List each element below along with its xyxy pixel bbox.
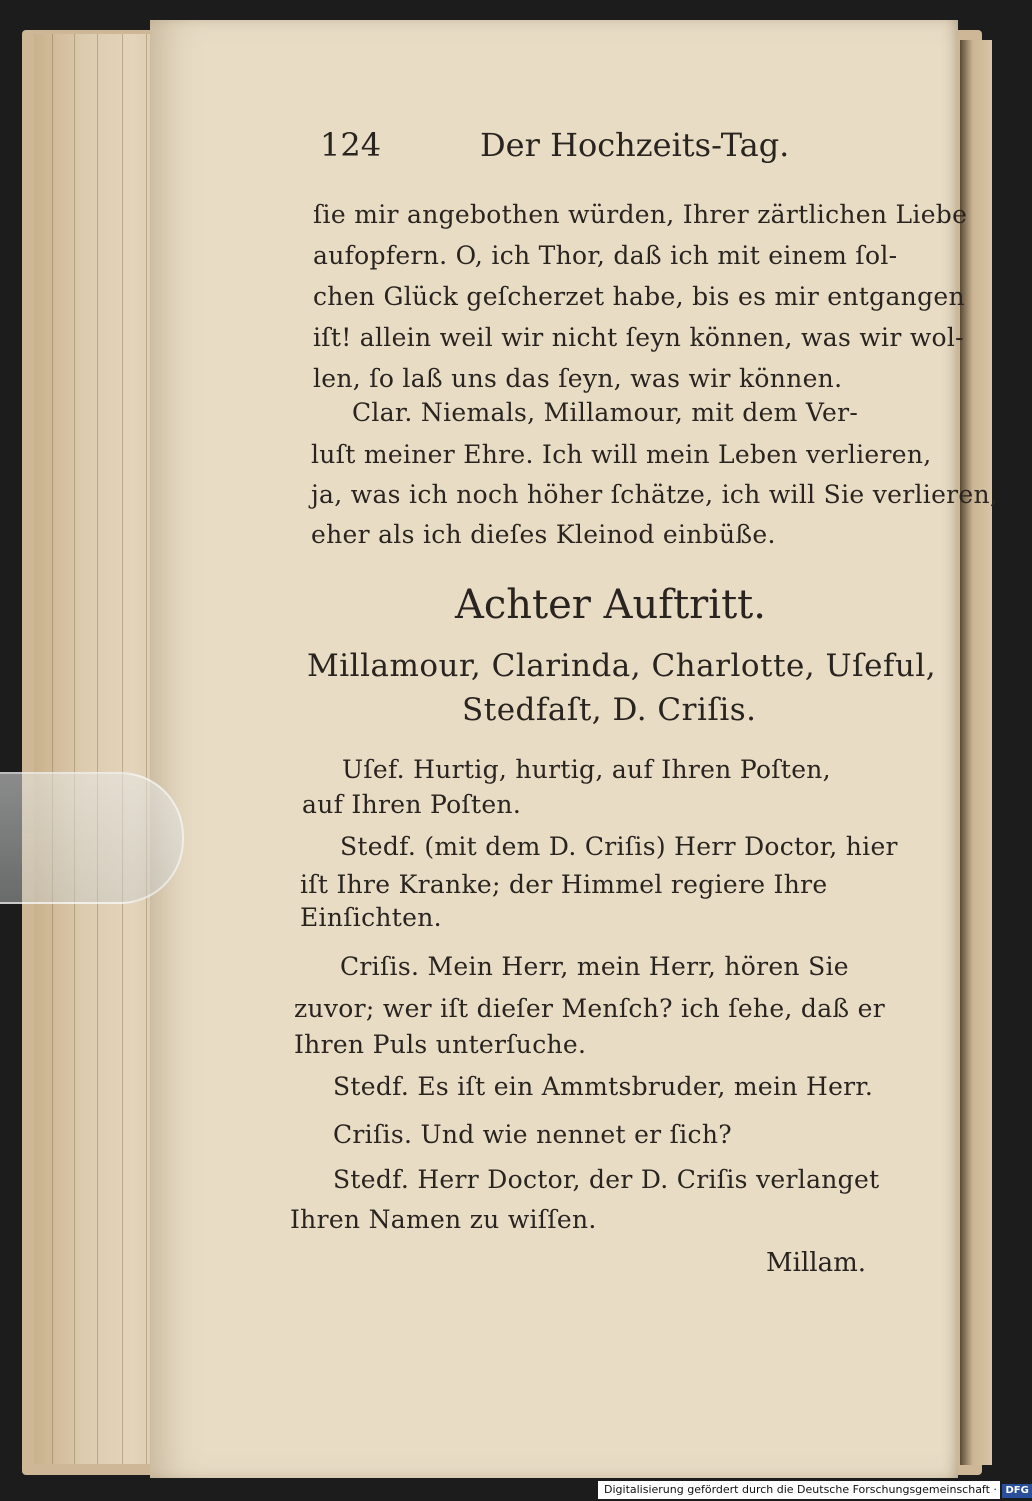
text-line: iſt! allein weil wir nicht ſeyn können, was wir wol-: [313, 323, 964, 352]
text-line: Stedf. Herr Doctor, der D. Criſis verlanget: [333, 1165, 880, 1194]
text-line: Criſis. Und wie nennet er ſich?: [333, 1120, 732, 1149]
text-line: zuvor; wer iſt dieſer Menſch? ich ſehe, daß er: [294, 994, 886, 1023]
text-line: Criſis. Mein Herr, mein Herr, hören Sie: [340, 952, 849, 981]
text-line: eher als ich dieſes Kleinod einbüße.: [311, 520, 776, 549]
text-line: ſie mir angebothen würden, Ihrer zärtlichen Liebe: [313, 200, 968, 229]
cast-list-line: Millamour, Clarinda, Charlotte, Uſeful,: [307, 648, 937, 684]
text-line: Ihren Puls unterſuche.: [294, 1030, 587, 1059]
page-clip: [0, 772, 184, 904]
text-line: iſt Ihre Kranke; der Himmel regiere Ihre: [300, 870, 828, 899]
text-line: Uſef. Hurtig, hurtig, auf Ihren Poſten,: [342, 755, 831, 784]
text-line: chen Glück geſcherzet habe, bis es mir entgangen: [313, 282, 965, 311]
text-line: ja, was ich noch höher ſchätze, ich will Sie verlieren,: [311, 480, 999, 509]
scene-heading: Achter Auftritt.: [455, 582, 766, 628]
text-line: Ihren Namen zu wiſſen.: [290, 1205, 597, 1234]
footer-credit: Digitalisierung gefördert durch die Deutsche Forschungsgemeinschaft · DFG: [598, 1481, 1000, 1499]
text-line: aufopfern. O, ich Thor, daß ich mit einem ſol-: [313, 241, 898, 270]
catchword: Millam.: [766, 1248, 866, 1278]
text-line: Stedf. (mit dem D. Criſis) Herr Doctor, hier: [340, 832, 898, 861]
text-line: Stedf. Es iſt ein Ammtsbruder, mein Herr.: [333, 1072, 874, 1101]
text-line: luſt meiner Ehre. Ich will mein Leben verlieren,: [311, 440, 932, 469]
running-title: Der Hochzeits-Tag.: [480, 126, 790, 164]
text-line: len, ſo laß uns das ſeyn, was wir können.: [313, 364, 843, 393]
footer-text: Digitalisierung gefördert durch die Deutsche Forschungsgemeinschaft: [604, 1483, 990, 1496]
cast-list-line: Stedfaſt, D. Criſis.: [462, 692, 757, 728]
text-line: Einſichten.: [300, 903, 442, 932]
dfg-logo: DFG: [1002, 1484, 1031, 1498]
page-number: 124: [320, 126, 382, 164]
text-line: Clar. Niemals, Millamour, mit dem Ver-: [352, 398, 859, 427]
text-line: auf Ihren Poſten.: [302, 790, 522, 819]
